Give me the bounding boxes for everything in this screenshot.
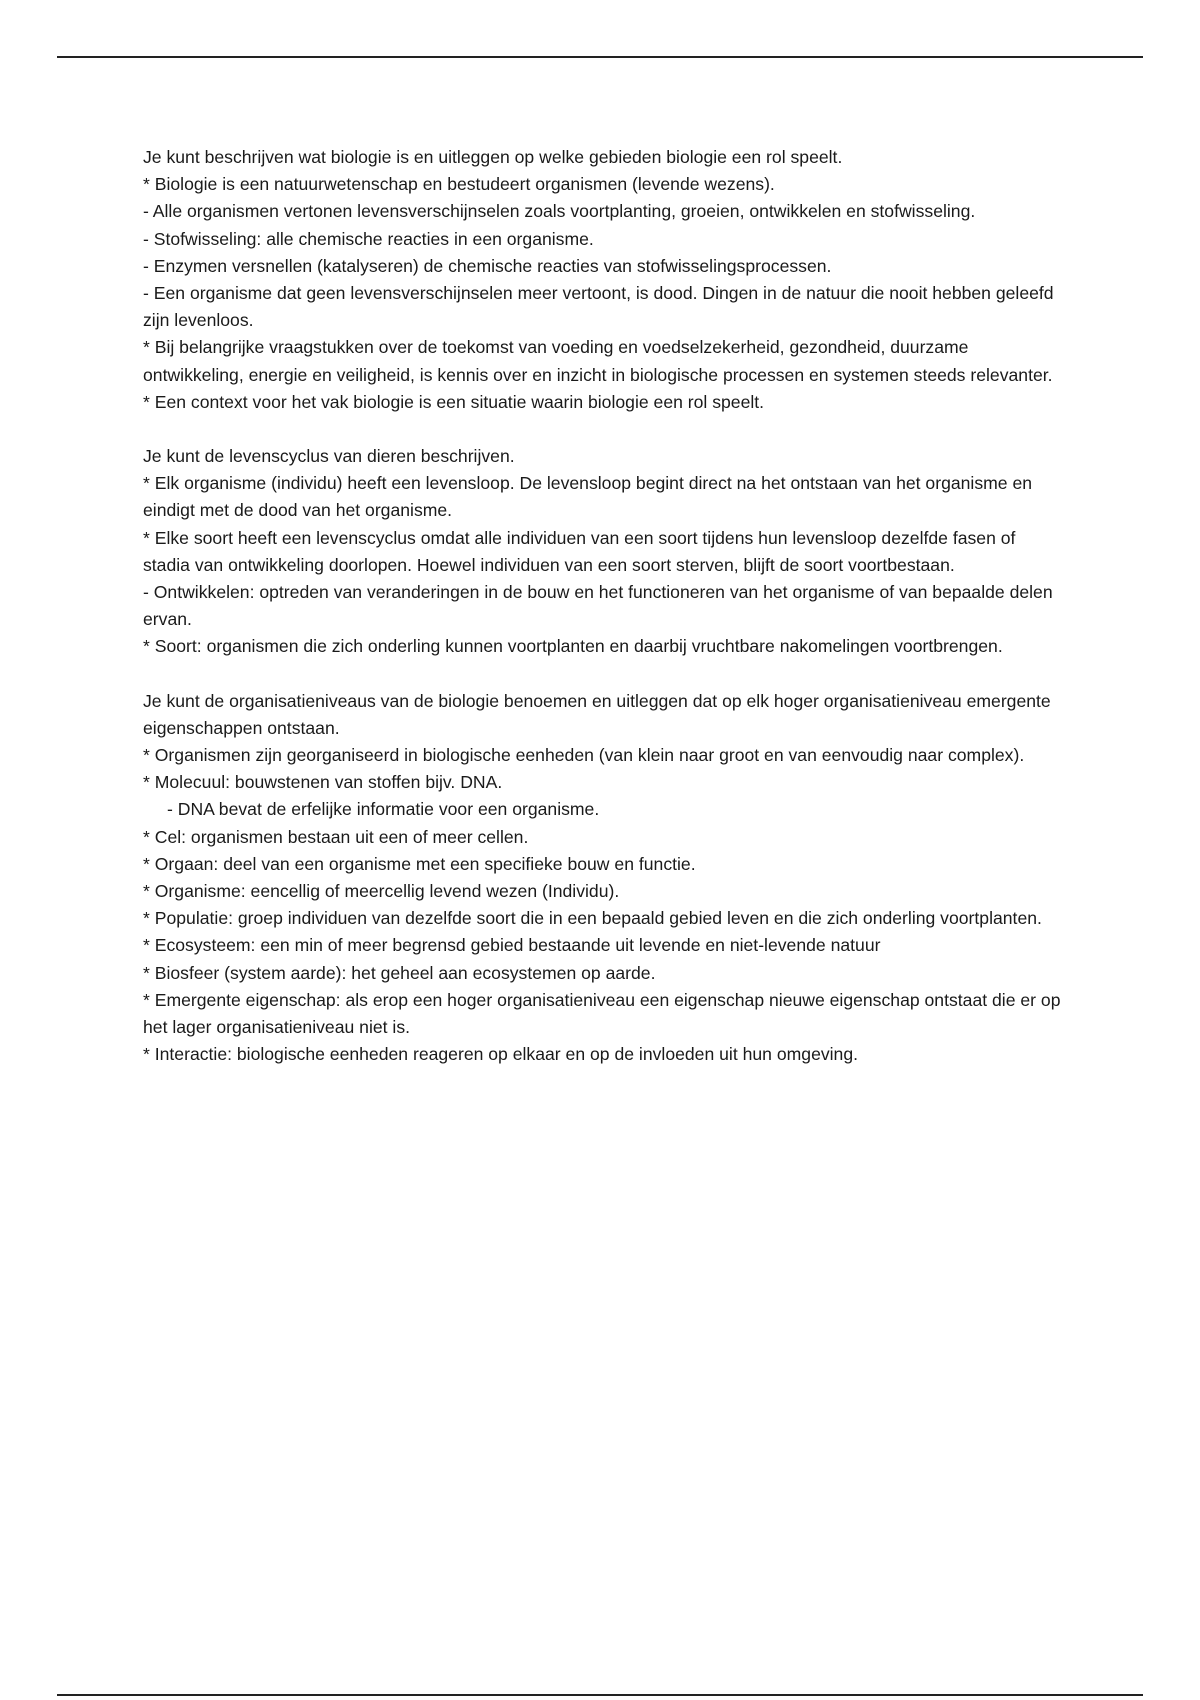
text-line: - Een organisme dat geen levensverschijnselen meer vertoont, is dood. Dingen in de natuur die nooit hebben geleefd zijn levenloos. xyxy=(143,283,1054,331)
text-line: * Cel: organismen bestaan uit een of meer cellen. xyxy=(143,826,529,847)
section-biologie xyxy=(143,144,1063,416)
text-line: * Interactie: biologische eenheden reageren op elkaar en op de invloeden uit hun omgeving. xyxy=(143,1044,859,1065)
text-line: * Ecosysteem: een min of meer begrensd gebied bestaande uit levende en niet-levende natuur xyxy=(143,935,881,956)
text-line: * Populatie: groep individuen van dezelfde soort die in een bepaald gebied leven en die zich onderling voortplanten. xyxy=(143,908,1042,929)
text-line: - DNA bevat de erfelijke informatie voor een organisme. xyxy=(167,799,600,820)
text-line: - Ontwikkelen: optreden van veranderingen in de bouw en het functioneren van het organisme of van bepaalde delen ervan. xyxy=(143,582,1053,630)
text-line: * Biosfeer (system aarde): het geheel aan ecosystemen op aarde. xyxy=(143,962,656,983)
document-body xyxy=(143,144,1063,1096)
text-line: * Orgaan: deel van een organisme met een specifieke bouw en functie. xyxy=(143,853,696,874)
top-rule xyxy=(57,56,1143,58)
section-heading: Je kunt de organisatieniveaus van de biologie benoemen en uitleggen dat op elk hoger organisatieniveau emergente eigenschappen ontstaan. xyxy=(143,690,1051,738)
text-line: - Alle organismen vertonen levensverschijnselen zoals voortplanting, groeien, ontwikkelen en stofwisseling. xyxy=(143,201,976,222)
text-line: * Emergente eigenschap: als erop een hoger organisatieniveau een eigenschap nieuwe eigenschap ontstaat die er op het lager organisatieniveau niet is. xyxy=(143,989,1061,1038)
text-line: * Elke soort heeft een levenscyclus omdat alle individuen van een soort tijdens hun levensloop dezelfde fasen of stadia van ontwikkeling doorlopen. Hoewel individuen van een soort sterven, blijft de soort voortbestaan. xyxy=(143,527,1016,575)
text-line: - Enzymen versnellen (katalyseren) de chemische reacties van stofwisselingsprocessen. xyxy=(143,255,832,276)
section-heading: Je kunt de levenscyclus van dieren beschrijven. xyxy=(143,446,515,467)
text-line: * Soort: organismen die zich onderling kunnen voortplanten en daarbij vruchtbare nakomelingen voortbrengen. xyxy=(143,636,1003,657)
section-levenscyclus xyxy=(143,443,1063,661)
bottom-rule xyxy=(57,1694,1143,1696)
text-line: * Organismen zijn georganiseerd in biologische eenheden (van klein naar groot en van eenvoudig naar complex). xyxy=(143,745,1025,766)
text-line: * Bij belangrijke vraagstukken over de toekomst van voeding en voedselzekerheid, gezondheid, duurzame ontwikkeling, energie en veiligheid, is kennis over en inzicht in biologische processen en systemen steeds relevanter. xyxy=(143,337,1053,385)
section-organisatieniveaus xyxy=(143,688,1063,1069)
text-line: * Molecuul: bouwstenen van stoffen bijv. DNA. xyxy=(143,772,503,793)
text-line: * Organisme: eencellig of meercellig levend wezen (Individu). xyxy=(143,881,620,902)
section-heading: Je kunt beschrijven wat biologie is en uitleggen op welke gebieden biologie een rol speelt. xyxy=(143,147,843,167)
text-line: - Stofwisseling: alle chemische reacties in een organisme. xyxy=(143,228,594,249)
text-line: * Biologie is een natuurwetenschap en bestudeert organismen (levende wezens). xyxy=(143,174,775,195)
text-line: * Een context voor het vak biologie is een situatie waarin biologie een rol speelt. xyxy=(143,391,765,412)
text-line: * Elk organisme (individu) heeft een levensloop. De levensloop begint direct na het ontstaan van het organisme en eindigt met de dood van het organisme. xyxy=(143,473,1033,521)
